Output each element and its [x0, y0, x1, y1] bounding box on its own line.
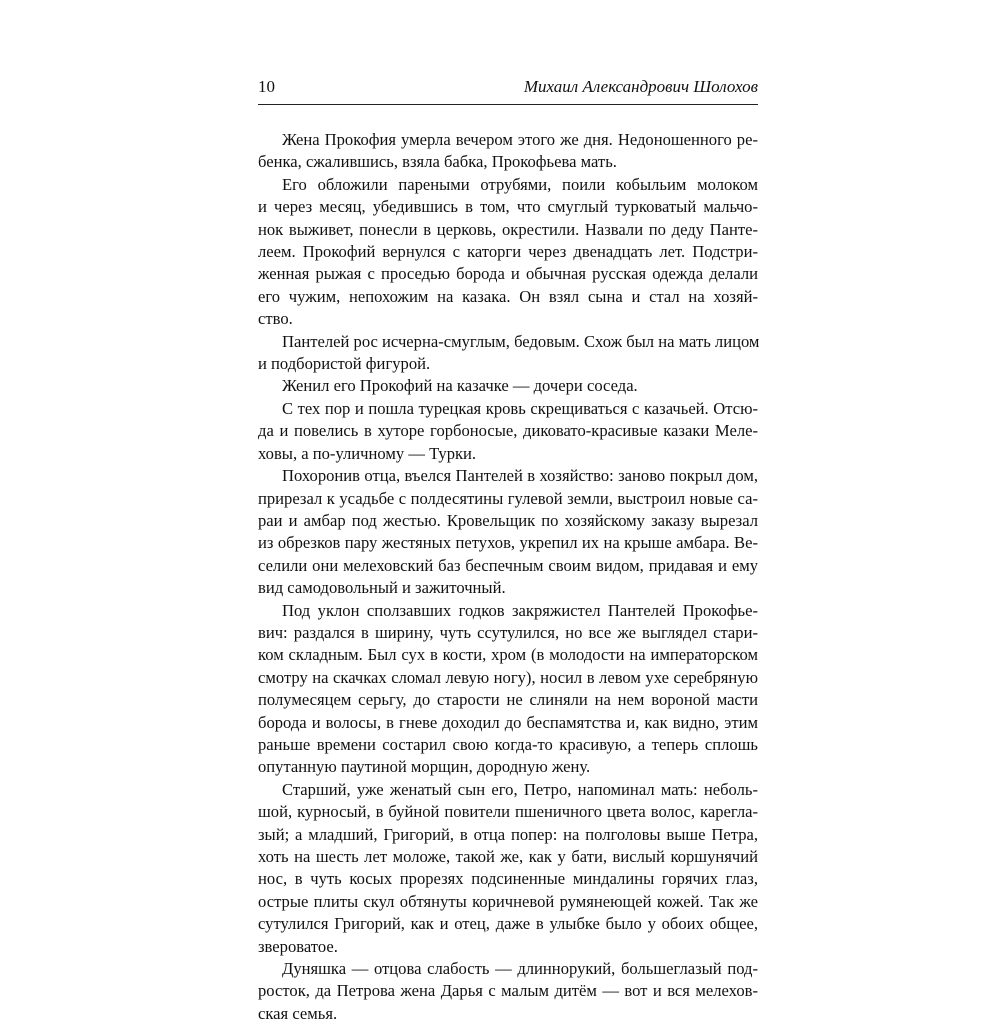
- paragraph: [258, 129, 758, 174]
- text-line: Старший, уже женатый сын его, Петро, напоминал мать: неболь-: [282, 779, 758, 799]
- text-line: росток, да Петрова жена Дарья с малым дитём — вот и вся мелехов-: [258, 981, 758, 1001]
- running-head: [258, 70, 758, 105]
- text-line: Жена Прокофия умерла вечером этого же дня. Недоношенного ре-: [282, 130, 758, 149]
- text-line: полумесяцем серьгу, до старости не слиняли на нем вороной масти: [258, 690, 758, 710]
- text-line: Похоронив отца, въелся Пантелей в хозяйство: заново покрыл дом,: [282, 466, 758, 486]
- text-line: и подбористой фигурой.: [258, 354, 431, 374]
- text-line: селили они мелеховский баз беспечным своим видом, придавая и ему: [258, 555, 758, 575]
- paragraph: [258, 465, 758, 599]
- text-line: вич: раздался в ширину, чуть ссутулился, но все же выглядел стари-: [258, 622, 758, 642]
- paragraph: [258, 958, 758, 1025]
- text-line: шой, курносый, в буйной повители пшеничного цвета волос, карегла-: [258, 802, 758, 822]
- page-number: 10: [258, 77, 275, 96]
- text-line: С тех пор и пошла турецкая кровь скрещиваться с казачьей. Отсю-: [282, 398, 758, 418]
- text-line: звероватое.: [258, 936, 338, 956]
- text-line: ком складным. Был сух в кости, хром (в молодости на императорском: [258, 645, 758, 665]
- text-line: его чужим, непохожим на казака. Он взял сына и стал на хозяй-: [258, 286, 758, 306]
- text-line: леем. Прокофий вернулся с каторги через двенадцать лет. Подстри-: [258, 242, 758, 262]
- text-line: Под уклон сползавших годков закряжистел Пантелей Прокофье-: [282, 600, 758, 620]
- running-title: Михаил Александрович Шолохов: [523, 77, 758, 96]
- text-line: ховы, а по-уличному — Турки.: [258, 443, 477, 463]
- text-line: хоть на шесть лет моложе, такой же, как у бати, вислый коршунячий: [258, 847, 758, 866]
- text-line: острые плиты скул обтянуты коричневой румянеющей кожей. Так же: [258, 891, 758, 911]
- text-line: борода и волосы, в гневе доходил до беспамятства и, как видно, этим: [258, 712, 758, 732]
- text-line: ство.: [258, 309, 293, 329]
- text-line: женная рыжая с проседью борода и обычная русская одежда делали: [258, 264, 758, 284]
- paragraph: [258, 779, 758, 958]
- paragraph: [258, 174, 758, 331]
- text-line: зый; а младший, Григорий, в отца попер: на полголовы выше Петра,: [258, 824, 758, 844]
- text-line: прирезал к усадьбе с полдесятины гулевой земли, выстроил новые са-: [258, 488, 758, 508]
- text-line: нок выживет, понесли в церковь, окрестили. Назвали по деду Панте-: [258, 219, 758, 239]
- text-line: из обрезков пару жестяных петухов, укрепил их на крыше амбара. Ве-: [258, 533, 758, 553]
- text-line: опутанную паутиной морщин, дородную жену.: [258, 757, 591, 777]
- paragraph: [258, 398, 758, 465]
- text-line: раньше времени состарил свою когда-то красивую, а теперь сплошь: [258, 734, 758, 754]
- text-line: Дуняшка — отцова слабость — длиннорукий, большеглазый под-: [282, 959, 758, 979]
- text-line: сутулился Григорий, как и отец, даже в улыбке было у обоих общее,: [258, 914, 758, 934]
- text-line: вид самодовольный и зажиточный.: [258, 578, 506, 598]
- text-line: нос, в чуть косых прорезях подсиненные миндалины горячих глаз,: [258, 869, 758, 889]
- text-line: бенка, сжалившись, взяла бабка, Прокофьева мать.: [258, 152, 617, 172]
- book-page: [258, 70, 758, 1025]
- paragraph: [258, 600, 758, 779]
- paragraph: [258, 375, 758, 397]
- text-line: ская семья.: [258, 1003, 338, 1023]
- text-line: Пантелей рос исчерна-смуглым, бедовым. Схож был на мать лицом: [282, 331, 760, 351]
- text-line: смотру на скачках сломал левую ногу), носил в левом ухе серебряную: [258, 667, 758, 687]
- body-text: [258, 129, 758, 1025]
- text-line: Его обложили пареными отрубями, поили кобыльим молоком: [282, 174, 758, 194]
- text-line: раи и амбар под жестью. Кровельщик по хозяйскому заказу вырезал: [258, 510, 758, 530]
- text-line: да и повелись в хуторе горбоносые, диковато-красивые казаки Меле-: [258, 421, 758, 441]
- paragraph: [258, 331, 758, 376]
- text-line: и через месяц, убедившись в том, что смуглый турковатый мальчо-: [258, 197, 758, 217]
- text-line: Женил его Прокофий на казачке — дочери соседа.: [282, 376, 638, 396]
